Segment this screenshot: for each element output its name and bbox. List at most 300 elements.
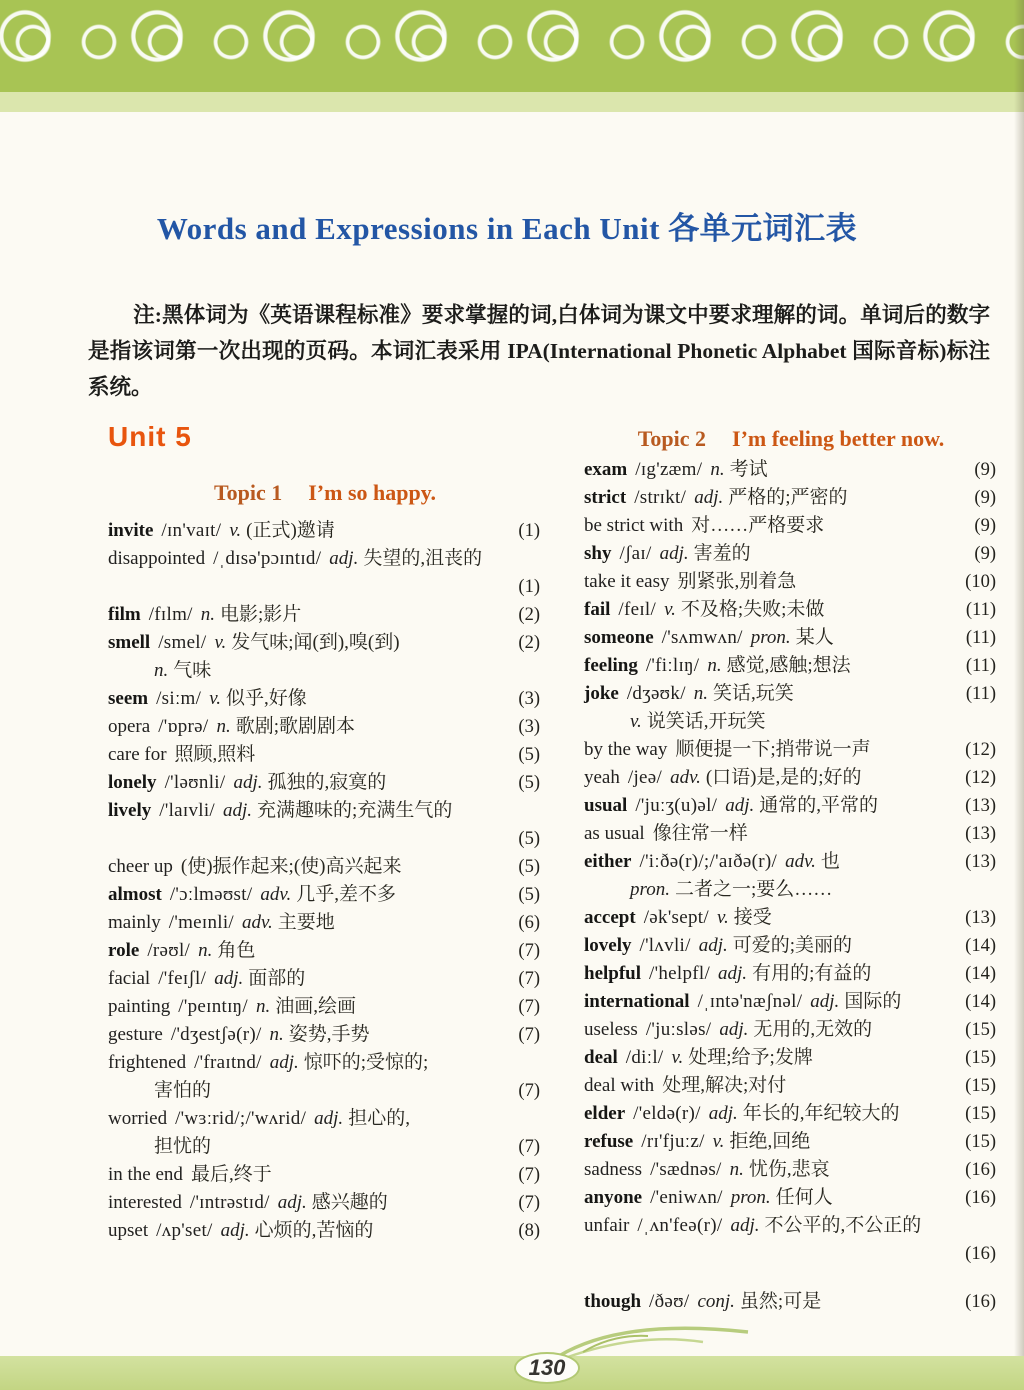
entry-page-number: (5) [518, 829, 540, 849]
vocab-entry [584, 1072, 998, 1100]
entry-word: facial [108, 968, 151, 989]
vocab-entry [108, 601, 542, 629]
entry-definition: 几乎,差不多 [296, 884, 396, 905]
entry-definition: 面部的 [248, 968, 306, 989]
entry-phonetic: /ɪn'vaɪt/ [161, 520, 222, 541]
entry-phonetic: /'lʌvli/ [639, 935, 691, 956]
vocab-entry [108, 993, 542, 1021]
entry-phonetic: /smel/ [158, 632, 207, 653]
entry-phonetic: /rəʊl/ [147, 940, 191, 961]
entry-pos: n. [255, 996, 271, 1017]
entry-pos: adj. [708, 1103, 738, 1124]
vocab-entry [108, 1049, 542, 1105]
entry-word: smell [108, 632, 151, 653]
entry-pos: v. [229, 520, 242, 541]
entry-phonetic: /strɪkt/ [634, 487, 687, 508]
entry-definition: 处理;给予;发牌 [688, 1047, 813, 1068]
vocab-entry [584, 960, 998, 988]
entry-page-number: (15) [965, 1020, 996, 1040]
entry-pos: n. [269, 1024, 284, 1045]
entry-phonetic: /'peɪntɪŋ/ [178, 996, 248, 1017]
entry-phonetic: /ˌdɪsə'pɔɪntɪd/ [213, 548, 322, 569]
unit-heading: Unit 5 [108, 421, 192, 452]
entry-pos: v. [214, 632, 227, 653]
entry-pos: adj. [277, 1192, 307, 1213]
entry-phonetic: /'ɔːlməʊst/ [169, 884, 253, 905]
entry-word: frightened [108, 1052, 187, 1073]
entry-page-number: (3) [518, 689, 540, 709]
entry-phonetic: /ˌʌn'feə(r)/ [637, 1215, 723, 1236]
entry-page-number: (16) [965, 1244, 996, 1264]
entry-page-number: (13) [965, 852, 996, 872]
entry-definition: 姿势,手势 [288, 1024, 370, 1045]
entry-phonetic: /'fraɪtnd/ [194, 1052, 262, 1073]
entry-pos: adj. [718, 963, 748, 984]
vocab-list-topic-2 [584, 456, 998, 1316]
entry-continuation [584, 708, 952, 736]
entry-word: fail [584, 599, 611, 620]
entry-pos: n. [216, 716, 231, 737]
entry-pos: adv. [785, 851, 816, 872]
vocab-entry [108, 1021, 542, 1049]
entry-pos: adj. [269, 1052, 299, 1073]
entry-page-number: (9) [974, 544, 996, 564]
vocab-entry [584, 1212, 998, 1268]
entry-word: opera [108, 716, 151, 737]
vocab-entry [584, 1016, 998, 1044]
entry-definition: 惊吓的;受惊的; [303, 1052, 429, 1073]
entry-definition: 虽然;可是 [739, 1291, 822, 1312]
entry-word: almost [108, 884, 162, 905]
entry-word: feeling [584, 655, 638, 676]
entry-phonetic: /'iːðə(r)/;/'aɪðə(r)/ [639, 851, 778, 872]
entry-phonetic: /'ɪntrəstɪd/ [189, 1192, 270, 1213]
entry-pos: n. [707, 655, 722, 676]
entry-definition: 任何人 [775, 1187, 833, 1208]
vocab-entry [584, 736, 998, 764]
entry-pos: n. [693, 683, 709, 704]
entry-pos: adv. [260, 884, 292, 905]
entry-definition: 拒绝,回绝 [729, 1131, 811, 1152]
entry-pos: adj. [314, 1108, 344, 1129]
entry-word: deal with [584, 1075, 655, 1096]
entry-word: though [584, 1291, 642, 1312]
entry-word: be strict with [584, 515, 684, 536]
topic-2-heading [584, 424, 998, 454]
entry-definition: 害怕的 [154, 1080, 212, 1101]
entry-phonetic: /ʌp'set/ [156, 1220, 213, 1241]
entry-phonetic: /ɪg'zæm/ [635, 459, 703, 480]
vocab-entry [584, 932, 998, 960]
entry-word: painting [108, 996, 171, 1017]
entry-definition: 顺便提一下;捎带说一声 [675, 739, 871, 760]
entry-definition: 照顾,照料 [174, 744, 256, 765]
entry-phonetic: /'dʒestʃə(r)/ [170, 1024, 262, 1045]
entry-definition: 年长的,年纪较大的 [742, 1103, 900, 1124]
entry-word: lovely [584, 935, 632, 956]
entry-page-number: (9) [974, 488, 996, 508]
vocab-entry [584, 680, 998, 736]
entry-pos: adj. [730, 1215, 760, 1236]
entry-definition: (使)振作起来;(使)高兴起来 [180, 856, 402, 877]
entry-definition: 接受 [733, 907, 772, 928]
entry-page-number: (15) [965, 1132, 996, 1152]
vocab-entry [584, 1044, 998, 1072]
footer-bar [0, 1356, 1024, 1390]
entry-word: usual [584, 795, 628, 816]
entry-phonetic: /'sʌmwʌn/ [661, 627, 743, 648]
entry-definition: 歌剧;歌剧剧本 [235, 716, 356, 737]
entry-page-number: (11) [965, 684, 996, 704]
entry-word: role [108, 940, 140, 961]
entry-page-number: (6) [518, 913, 540, 933]
entry-definition: 失望的,沮丧的 [363, 548, 483, 569]
entry-page-number: (14) [965, 992, 996, 1012]
entry-pos: adv. [670, 767, 701, 788]
entry-page-number: (7) [518, 1165, 540, 1185]
entry-phonetic: /'feɪʃl/ [158, 968, 207, 989]
vocab-entry [584, 904, 998, 932]
vocab-entry [584, 792, 998, 820]
vocab-entry [108, 965, 542, 993]
entry-page-number: (3) [518, 717, 540, 737]
entry-definition: 处理,解决;对付 [662, 1075, 787, 1096]
entry-pos: adv. [242, 912, 273, 933]
vocab-entry [108, 937, 542, 965]
vocab-entry [584, 1128, 998, 1156]
entry-definition: 充满趣味的;充满生气的 [257, 800, 453, 821]
entry-page-number: (15) [965, 1076, 996, 1096]
vocab-entry [108, 1189, 542, 1217]
entry-pos: conj. [697, 1291, 735, 1312]
vocab-entry [584, 540, 998, 568]
vocab-entry [108, 629, 542, 685]
entry-page-number: (13) [965, 908, 996, 928]
entry-phonetic: /'wɜːrid/;/'wʌrid/ [175, 1108, 307, 1129]
topic-1-heading [108, 478, 542, 508]
right-column [584, 424, 998, 1316]
entry-pos: v. [630, 711, 642, 732]
entry-page-number: (7) [518, 969, 540, 989]
entry-page-number: (5) [518, 857, 540, 877]
entry-pos: pron. [630, 879, 670, 900]
entry-definition: 通常的,平常的 [759, 795, 879, 816]
entry-word: deal [584, 1047, 618, 1068]
entry-page-number: (12) [965, 768, 996, 788]
entry-word: upset [108, 1220, 149, 1241]
vocab-entry [108, 1161, 542, 1189]
entry-word: refuse [584, 1131, 634, 1152]
entry-definition: 气味 [173, 660, 212, 681]
entry-page-number: (16) [965, 1292, 996, 1312]
entry-word: yeah [584, 767, 620, 788]
entry-phonetic: /'helpfl/ [649, 963, 711, 984]
entry-pos: adj. [694, 487, 724, 508]
entry-phonetic: /ˌɪntə'næʃnəl/ [697, 991, 803, 1012]
entry-definition: 担心的, [348, 1108, 410, 1129]
entry-word: take it easy [584, 571, 670, 592]
entry-word: joke [584, 683, 619, 704]
entry-pos: v. [664, 599, 676, 620]
vocab-entry [584, 512, 998, 540]
entry-definition: 电影;影片 [220, 604, 302, 625]
entry-phonetic: /'ɒprə/ [158, 716, 209, 737]
entry-spacer [584, 1240, 952, 1268]
page-number-badge [514, 1352, 580, 1384]
entry-phonetic: /'juːʒ(u)əl/ [635, 795, 718, 816]
entry-definition: 似乎,好像 [225, 688, 307, 709]
vocab-entry [108, 797, 542, 853]
entry-word: worried [108, 1108, 168, 1129]
entry-page-number: (5) [518, 885, 540, 905]
entry-page-number: (13) [965, 824, 996, 844]
entry-phonetic: /jeə/ [627, 767, 663, 788]
entry-pos: v. [209, 688, 221, 709]
topic-2-label: Topic 2 [637, 426, 707, 451]
vocab-entry [108, 881, 542, 909]
vocab-entry [584, 820, 998, 848]
entry-word: care for [108, 744, 167, 765]
vocab-entry [108, 1105, 542, 1161]
entry-page-number: (7) [518, 997, 540, 1017]
entry-definition: 忧伤,悲哀 [748, 1159, 830, 1180]
entry-definition: 可爱的;美丽的 [732, 935, 853, 956]
entry-phonetic: /dʒəʊk/ [626, 683, 686, 704]
entry-page-number: (5) [518, 773, 540, 793]
entry-definition: 害羞的 [693, 543, 751, 564]
entry-definition: 心烦的,苦恼的 [254, 1220, 374, 1241]
vocab-entry [584, 1184, 998, 1212]
vocab-entry [108, 741, 542, 769]
entry-page-number: (2) [518, 633, 540, 653]
entry-page-number: (7) [518, 1193, 540, 1213]
entry-phonetic: /ək'sept/ [643, 907, 709, 928]
entry-word: someone [584, 627, 654, 648]
vocab-entry [108, 545, 542, 601]
entry-definition: (正式)邀请 [246, 520, 335, 541]
entry-definition: 也 [820, 851, 840, 872]
entry-word: helpful [584, 963, 642, 984]
entry-word: exam [584, 459, 628, 480]
entry-pos: v. [716, 907, 729, 928]
entry-definition: 考试 [729, 459, 768, 480]
entry-definition: 担忧的 [154, 1136, 212, 1157]
entry-pos: adj. [220, 1220, 250, 1241]
topic-1-title: I’m so happy. [308, 480, 437, 505]
entry-word: as usual [584, 823, 645, 844]
page-edge-shadow [1014, 0, 1024, 1390]
entry-page-number: (16) [965, 1188, 996, 1208]
entry-definition: 无用的,无效的 [753, 1019, 873, 1040]
entry-pos: n. [198, 940, 213, 961]
vocab-entry [584, 988, 998, 1016]
circle-ring-pattern-icon [0, 0, 1024, 92]
left-column [108, 420, 542, 1245]
entry-word: disappointed [108, 548, 206, 569]
entry-page-number: (13) [965, 796, 996, 816]
vocab-entry [584, 484, 998, 512]
page-title: Words and Expressions in Each Unit 各单元词汇表 [156, 211, 858, 246]
entry-pos: adj. [329, 548, 359, 569]
entry-page-number: (9) [974, 460, 996, 480]
entry-definition: 最后,终于 [190, 1164, 272, 1185]
entry-phonetic: /siːm/ [156, 688, 202, 709]
entry-pos: n. [710, 459, 725, 480]
entry-word: by the way [584, 739, 668, 760]
entry-pos: adj. [810, 991, 840, 1012]
entry-word: film [108, 604, 141, 625]
entry-continuation [584, 876, 952, 904]
entry-word: seem [108, 688, 149, 709]
entry-definition: 发气味;闻(到),嗅(到) [231, 632, 400, 653]
entry-definition: 别紧张,别着急 [677, 571, 797, 592]
entry-pos: adj. [698, 935, 728, 956]
entry-phonetic: /'eniwʌn/ [650, 1187, 723, 1208]
vocab-entry [584, 1156, 998, 1184]
entry-phonetic: /'juːsləs/ [645, 1019, 712, 1040]
entry-phonetic: /rɪ'fjuːz/ [641, 1131, 705, 1152]
entry-word: lonely [108, 772, 157, 793]
vocab-entry [584, 596, 998, 624]
entry-pos: adj. [659, 543, 689, 564]
entry-definition: 孤独的,寂寞的 [267, 772, 387, 793]
vocab-list-topic-1 [108, 517, 542, 1245]
topic-2-title: I’m feeling better now. [732, 426, 945, 451]
entry-definition: 像往常一样 [652, 823, 748, 844]
entry-definition: 主要地 [277, 912, 335, 933]
entry-definition: 油画,绘画 [275, 996, 356, 1017]
entry-word: international [584, 991, 690, 1012]
entry-definition: 严格的;严密的 [728, 487, 848, 508]
vocab-entry [108, 1217, 542, 1245]
entry-phonetic: /'eldə(r)/ [633, 1103, 701, 1124]
entry-page-number: (1) [518, 577, 540, 597]
header-band-strip [0, 92, 1024, 112]
vocab-entry [584, 848, 998, 904]
entry-page-number: (7) [518, 1081, 540, 1101]
entry-word: useless [584, 1019, 638, 1040]
vocab-entry [584, 652, 998, 680]
entry-continuation [108, 657, 496, 685]
entry-continuation [108, 1133, 496, 1161]
entry-pos: adj. [233, 772, 263, 793]
header-decoration-band [0, 0, 1024, 92]
entry-page-number: (7) [518, 1025, 540, 1045]
entry-word: lively [108, 800, 152, 821]
entry-word: accept [584, 907, 636, 928]
entry-phonetic: /'laɪvli/ [159, 800, 216, 821]
entry-pos: adj. [214, 968, 244, 989]
entry-phonetic: /'sædnəs/ [650, 1159, 722, 1180]
entry-pos: n. [729, 1159, 744, 1180]
entry-page-number: (14) [965, 964, 996, 984]
entry-pos: adj. [719, 1019, 749, 1040]
entry-definition: 不及格;失败;未做 [680, 599, 825, 620]
entry-phonetic: /fɪlm/ [148, 604, 193, 625]
entry-phonetic: /'ləʊnli/ [164, 772, 226, 793]
entry-word: mainly [108, 912, 161, 933]
entry-word: elder [584, 1103, 626, 1124]
entry-pos: v. [712, 1131, 725, 1152]
entry-definition: 对……严格要求 [691, 515, 825, 536]
entry-page-number: (1) [518, 521, 540, 541]
entry-page-number: (2) [518, 605, 540, 625]
entry-page-number: (11) [965, 628, 996, 648]
entry-word: unfair [584, 1215, 630, 1236]
entry-page-number: (15) [965, 1104, 996, 1124]
vocab-entry [108, 517, 542, 545]
entry-pos: adj. [725, 795, 755, 816]
vocab-entry [584, 764, 998, 792]
entry-definition: 感兴趣的 [311, 1192, 388, 1213]
entry-word: interested [108, 1192, 182, 1213]
vocab-entry [108, 853, 542, 881]
entry-page-number: (9) [974, 516, 996, 536]
entry-pos: v. [671, 1047, 684, 1068]
entry-page-number: (7) [518, 941, 540, 961]
entry-page-number: (16) [965, 1160, 996, 1180]
entry-pos: n. [154, 660, 169, 681]
entry-word: invite [108, 520, 154, 541]
entry-word: cheer up [108, 856, 173, 877]
entry-page-number: (10) [965, 572, 996, 592]
entry-definition: 二者之一;要么…… [674, 879, 833, 900]
entry-page-number: (15) [965, 1048, 996, 1068]
entry-definition: 笑话,玩笑 [713, 683, 794, 704]
entry-spacer [108, 825, 496, 853]
entry-page-number: (14) [965, 936, 996, 956]
entry-word: shy [584, 543, 612, 564]
entry-phonetic: /'meɪnli/ [168, 912, 235, 933]
note-paragraph: 注:黑体词为《英语课程标准》要求掌握的词,白体词为课文中要求理解的词。单词后的数字是指该词第一次出现的页码。本词汇表采用 IPA(International Phonetic Alphabet 国际音标)标注系统。 [88, 303, 990, 399]
entry-definition: 某人 [795, 627, 834, 648]
entry-word: anyone [584, 1187, 643, 1208]
entry-page-number: (8) [518, 1221, 540, 1241]
entry-pos: n. [200, 604, 215, 625]
entry-definition: (口语)是,是的;好的 [705, 767, 862, 788]
entry-word: gesture [108, 1024, 163, 1045]
entry-page-number: (5) [518, 745, 540, 765]
topic-1-label: Topic 1 [213, 480, 283, 505]
vocab-entry [584, 568, 998, 596]
vocab-entry [584, 456, 998, 484]
vocab-entry [108, 713, 542, 741]
grass-icon [553, 1312, 763, 1362]
entry-definition: 角色 [217, 940, 256, 961]
entry-pos: adj. [223, 800, 253, 821]
entry-page-number: (12) [965, 740, 996, 760]
entry-word: either [584, 851, 632, 872]
entry-phonetic: /'fiːlɪŋ/ [645, 655, 700, 676]
entry-definition: 不公平的,不公正的 [764, 1215, 922, 1236]
entry-spacer [108, 573, 496, 601]
entry-word: sadness [584, 1159, 643, 1180]
entry-continuation [108, 1077, 496, 1105]
page-number: 130 [528, 1355, 566, 1380]
entry-word: strict [584, 487, 627, 508]
entry-phonetic: /diːl/ [625, 1047, 664, 1068]
vocab-entry [108, 769, 542, 797]
entry-phonetic: /ʃaɪ/ [619, 543, 652, 564]
entry-definition: 感觉,感触;想法 [726, 655, 851, 676]
vocab-entry [584, 1100, 998, 1128]
entry-definition: 国际的 [844, 991, 902, 1012]
entry-definition: 说笑话,开玩笑 [646, 711, 766, 732]
vocab-entry [108, 909, 542, 937]
entry-word: in the end [108, 1164, 183, 1185]
entry-page-number: (11) [965, 600, 996, 620]
vocab-entry [584, 624, 998, 652]
